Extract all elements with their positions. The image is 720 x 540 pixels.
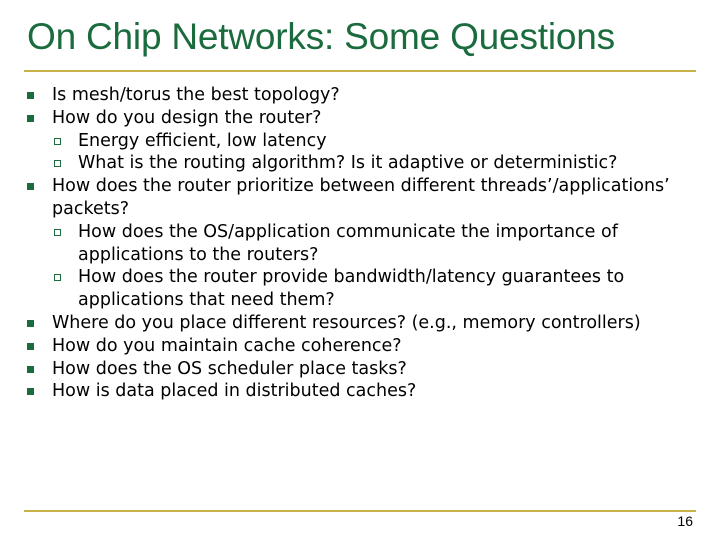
filled-square-bullet-icon: [27, 183, 34, 190]
hollow-square-bullet-icon: [54, 160, 61, 167]
page-number: 16: [677, 513, 693, 529]
sub-bullet-item: [22, 152, 692, 175]
filled-square-bullet-icon: [27, 115, 34, 122]
filled-square-bullet-icon: [27, 343, 34, 350]
bullet-text: How does the router prioritize between different threads’/applications’ packets?: [52, 176, 670, 219]
hollow-square-bullet-icon: [54, 229, 61, 236]
sub-bullet-text: How does the router provide bandwidth/latency guarantees to applications that need them?: [78, 267, 625, 311]
filled-square-bullet-icon: [27, 92, 34, 99]
bullet-item: [22, 335, 692, 358]
footer-divider: [24, 510, 696, 512]
sub-bullet-text: Energy efficient, low latency: [78, 130, 327, 151]
bullet-item: [22, 380, 692, 403]
bullet-item: [22, 358, 692, 381]
bullet-text: How is data placed in distributed caches?: [52, 381, 417, 402]
bullet-text: How does the OS scheduler place tasks?: [52, 358, 407, 379]
sub-bullet-item: [22, 221, 692, 267]
bullet-text: Is mesh/torus the best topology?: [52, 85, 340, 105]
hollow-square-bullet-icon: [54, 274, 61, 281]
sub-bullet-text: What is the routing algorithm? Is it adaptive or deterministic?: [78, 153, 618, 174]
filled-square-bullet-icon: [27, 388, 34, 395]
filled-square-bullet-icon: [27, 366, 34, 373]
bullet-text: How do you maintain cache coherence?: [52, 335, 402, 356]
sub-bullet-item: [22, 266, 692, 312]
sub-bullet-text: How does the OS/application communicate the importance of applications to the routers?: [78, 221, 618, 265]
slide-title: On Chip Networks: Some Questions: [27, 16, 615, 57]
bullet-item: [22, 84, 692, 107]
hollow-square-bullet-icon: [54, 138, 61, 145]
bullet-text: Where do you place different resources? (e.g., memory controllers): [52, 312, 641, 333]
sub-bullet-item: [22, 130, 692, 153]
bullet-text: How do you design the router?: [52, 107, 322, 128]
bullet-item: [22, 175, 692, 221]
bullet-item: [22, 312, 692, 335]
bullet-list: [22, 84, 692, 403]
filled-square-bullet-icon: [27, 320, 34, 327]
title-divider: [24, 70, 696, 72]
bullet-item: [22, 107, 692, 130]
